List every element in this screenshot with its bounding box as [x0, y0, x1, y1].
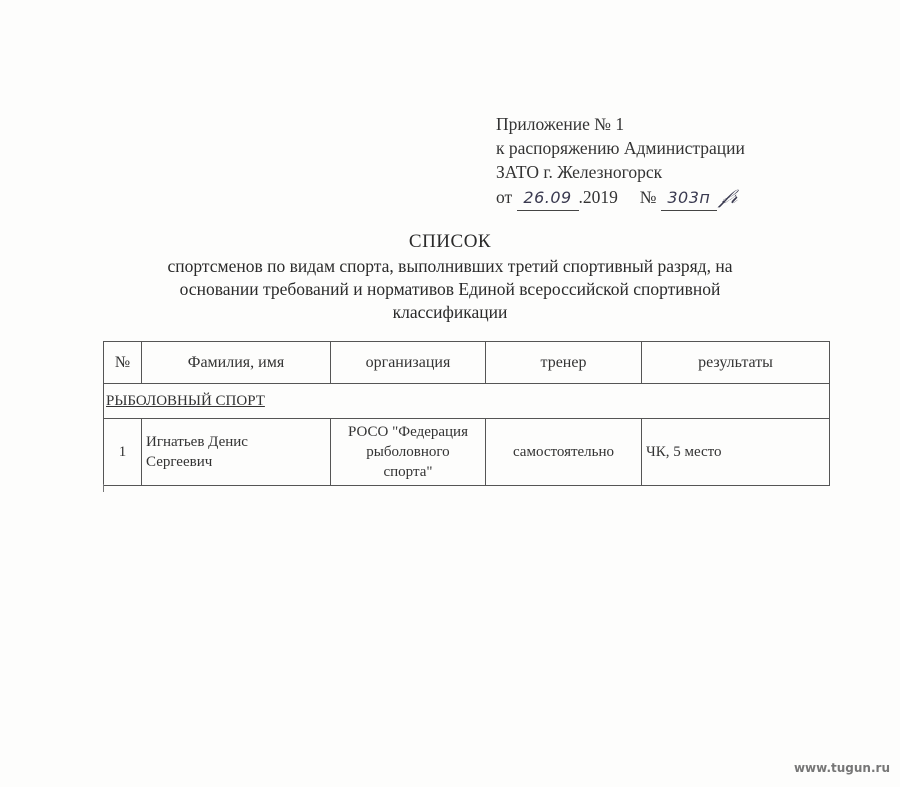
org-line-3: спорта"	[383, 464, 433, 480]
org-line-1: РОСО "Федерация	[348, 424, 468, 440]
cell-coach: самостоятельно	[486, 419, 642, 486]
document-title: СПИСОК	[408, 231, 492, 252]
section-row	[104, 384, 830, 419]
cell-organization	[331, 419, 486, 486]
table-border-tail	[103, 484, 104, 492]
appendix-line-city: ЗАТО г. Железногорск	[496, 162, 663, 182]
header-coach: тренер	[486, 342, 642, 384]
appendix-title: Приложение № 1	[496, 114, 625, 134]
header-organization: организация	[331, 342, 486, 384]
appendix-date-line	[496, 184, 745, 211]
signature-mark: 𝒻𝓇	[718, 184, 741, 208]
header-number: №	[104, 342, 142, 384]
date-year: .2019	[578, 187, 618, 207]
table-header-row	[104, 342, 830, 384]
site-watermark: www.tugun.ru	[793, 761, 890, 775]
name-line-2: Сергеевич	[146, 454, 213, 470]
appendix-block	[496, 112, 745, 211]
athletes-table	[103, 341, 830, 486]
table-row	[104, 419, 830, 486]
header-name: Фамилия, имя	[142, 342, 331, 384]
document-subtitle-line-2: основании требований и нормативов Единой всероссийской спортивной	[179, 279, 721, 299]
cell-name	[142, 419, 331, 486]
date-prefix: от	[496, 187, 513, 207]
appendix-line-order: к распоряжению Администрации	[496, 138, 745, 158]
document-heading	[0, 229, 900, 324]
section-title: РЫБОЛОВНЫЙ СПОРТ	[106, 392, 265, 409]
section-cell	[104, 384, 830, 419]
number-prefix: №	[639, 187, 657, 207]
org-line-2: рыболовного	[366, 444, 450, 460]
header-results: результаты	[642, 342, 830, 384]
document-subtitle-line-1: спортсменов по видам спорта, выполнивших третий спортивный разряд, на	[167, 256, 733, 276]
document-subtitle-line-3: классификации	[392, 302, 508, 322]
name-line-1: Игнатьев Денис	[146, 434, 248, 450]
cell-number: 1	[104, 419, 142, 486]
cell-result: ЧК, 5 место	[642, 419, 830, 486]
handwritten-number: 303п	[661, 186, 717, 211]
handwritten-date: 26.09	[517, 186, 579, 211]
